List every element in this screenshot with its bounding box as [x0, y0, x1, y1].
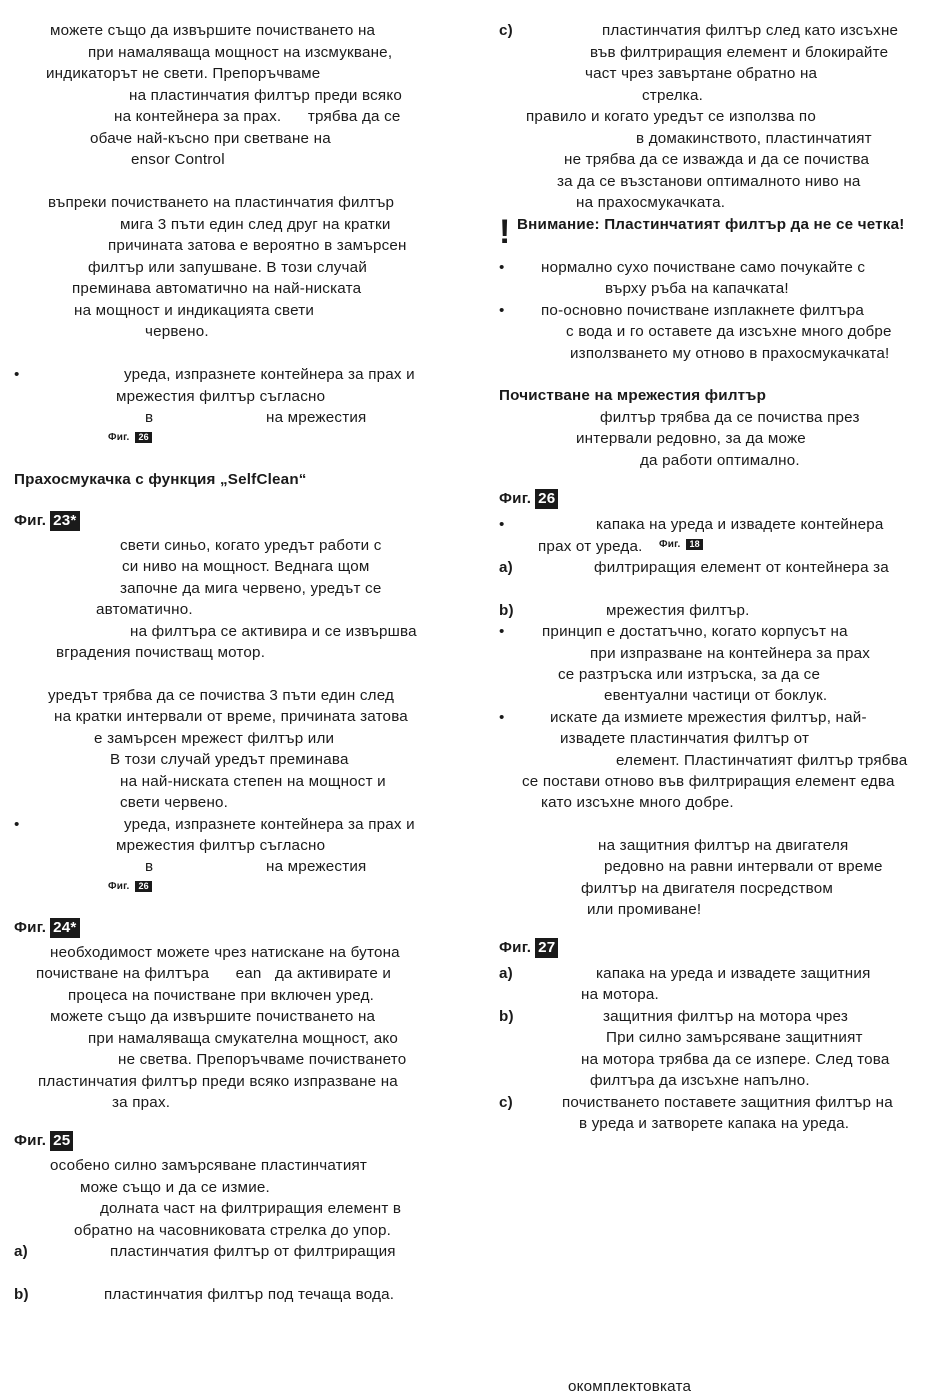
- figure-ref: Фиг. 23*: [14, 511, 80, 531]
- text-line: при намаляваща мощност на изсмукване,: [88, 44, 393, 61]
- text-line: при изпразване на контейнера за прах: [590, 645, 871, 662]
- text-line: почистване на филтъра ean да активирате и: [36, 965, 392, 982]
- text-line: редовно на равни интервали от време: [604, 858, 883, 875]
- text-line: на мрежестия: [266, 858, 367, 875]
- text-line: ensor Control: [131, 151, 225, 168]
- warning-text: Внимание: Пластинчатият филтър да не се четка!: [517, 216, 905, 233]
- text-line: прах от уреда.: [538, 538, 643, 555]
- text-line: интервали редовно, за да може: [576, 430, 806, 447]
- text-line: пластинчатия филтър преди всяко изпразване на: [38, 1073, 398, 1090]
- text-line: обаче най-късно при светване на: [90, 130, 331, 147]
- text-line: почистването поставете защитния филтър на: [562, 1094, 893, 1111]
- text-line: си ниво на мощност. Веднага щом: [122, 558, 370, 575]
- text-line: или промиване!: [587, 901, 702, 918]
- text-line: на кратки интервали от време, причината затова: [54, 708, 408, 725]
- text-line: червено.: [145, 323, 209, 340]
- text-line: филтър трябва да се почиства през: [600, 409, 860, 426]
- text-line: обратно на часовниковата стрелка до упор.: [74, 1222, 392, 1239]
- figure-ref: Фиг. 27: [499, 938, 558, 958]
- text-line: искате да измиете мрежестия филтър, най-: [550, 709, 867, 726]
- text-line: нормално сухо почистване само почукайте с: [541, 259, 866, 276]
- text-line: можете също да извършите почистването на: [50, 22, 376, 39]
- text-line: в уреда и затворете капака на уреда.: [579, 1115, 850, 1132]
- figure-ref: Фиг. 26: [499, 489, 558, 509]
- text-line: автоматично.: [96, 601, 193, 618]
- text-line: върху ръба на капачката!: [605, 280, 789, 297]
- text-line: мрежестия филтър съгласно: [116, 388, 326, 405]
- text-line: филтър или запушване. В този случай: [88, 259, 368, 276]
- text-line: стрелка.: [642, 87, 704, 104]
- text-line: част чрез завъртане обратно на: [585, 65, 818, 82]
- text-line: не трябва да се изважда и да се почиства: [564, 151, 870, 168]
- text-line: на пластинчатия филтър преди всяко: [129, 87, 402, 104]
- warning-icon: !: [499, 213, 511, 251]
- text-line: капака на уреда и извадете защитния: [596, 965, 871, 982]
- text-line: може също и да се измие.: [80, 1179, 270, 1196]
- text-line: При силно замърсяване защитният: [606, 1029, 863, 1046]
- text-line: защитния филтър на мотора чрез: [603, 1008, 849, 1025]
- bullet-icon: •: [499, 516, 505, 533]
- text-line: филтриращия елемент от контейнера за: [594, 559, 889, 576]
- text-line: преминава автоматично на най-ниската: [72, 280, 362, 297]
- text-line: в: [145, 409, 154, 426]
- text-line: особено силно замърсяване пластинчатият: [50, 1157, 368, 1174]
- text-line: се разтръска или изтръска, за да се: [558, 666, 821, 683]
- text-line: не светва. Препоръчваме почистването: [118, 1051, 407, 1068]
- text-line: елемент. Пластинчатият филтър трябва: [616, 752, 908, 769]
- text-line: свети червено.: [120, 794, 229, 811]
- text-line: евентуални частици от боклук.: [604, 687, 828, 704]
- bullet-icon: •: [499, 302, 505, 319]
- text-line: с вода и го оставете да изсъхне много добре: [566, 323, 892, 340]
- text-line: свети синьо, когато уредът работи с: [120, 537, 382, 554]
- text-line: мрежестия филтър съгласно: [116, 837, 326, 854]
- step-marker: c): [499, 1094, 513, 1111]
- text-line: пластинчатия филтър под течаща вода.: [104, 1286, 395, 1303]
- figure-ref-small: Фиг. 26: [108, 432, 152, 444]
- bullet-icon: •: [499, 709, 505, 726]
- section-heading: Прахосмукачка с функция „SelfClean“: [14, 471, 307, 488]
- text-line: е замърсен мрежест филтър или: [94, 730, 335, 747]
- text-line: необходимост можете чрез натискане на бутона: [50, 944, 400, 961]
- text-line: започне да мига червено, уредът се: [120, 580, 382, 597]
- step-marker: b): [499, 602, 514, 619]
- step-marker: c): [499, 22, 513, 39]
- text-line: уреда, изпразнете контейнера за прах и: [124, 366, 415, 383]
- text-line: филтъра да изсъхне напълно.: [590, 1072, 810, 1089]
- text-line: да работи оптимално.: [640, 452, 800, 469]
- bullet-icon: •: [499, 259, 505, 276]
- text-line: уреда, изпразнете контейнера за прах и: [124, 816, 415, 833]
- text-line: капака на уреда и извадете контейнера: [596, 516, 884, 533]
- text-line: мрежестия филтър.: [606, 602, 750, 619]
- figure-ref-small: Фиг. 26: [108, 881, 152, 893]
- text-line: във филтриращия елемент и блокирайте: [590, 44, 889, 61]
- figure-ref: Фиг. 25: [14, 1131, 73, 1151]
- step-marker: b): [14, 1286, 29, 1303]
- text-line: на мощност и индикацията свети: [74, 302, 315, 319]
- text-line: в домакинството, пластинчатият: [636, 130, 872, 147]
- text-line: се постави отново във филтриращия елемент едва: [522, 773, 895, 790]
- text-line: В този случай уредът преминава: [110, 751, 349, 768]
- figure-ref: Фиг. 24*: [14, 918, 80, 938]
- text-line: въпреки почистването на пластинчатия филтър: [48, 194, 395, 211]
- text-line: на контейнера за прах. трябва да се: [114, 108, 401, 125]
- text-line: на филтъра се активира и се извършва: [130, 623, 417, 640]
- text-line: на защитния филтър на двигателя: [598, 837, 849, 854]
- text-line: индикаторът не свети. Препоръчваме: [46, 65, 321, 82]
- figure-ref-small: Фиг. 18: [659, 539, 703, 551]
- text-line: процеса на почистване при включен уред.: [68, 987, 375, 1004]
- text-line: за прах.: [112, 1094, 171, 1111]
- bullet-icon: •: [14, 816, 20, 833]
- text-line: извадете пластинчатия филтър от: [560, 730, 810, 747]
- text-line: на мотора.: [581, 986, 659, 1003]
- text-line: на мотора трябва да се изпере. След това: [581, 1051, 890, 1068]
- text-line: долната част на филтриращия елемент в: [100, 1200, 402, 1217]
- text-line: мига 3 пъти един след друг на кратки: [120, 216, 391, 233]
- text-line: принцип е достатъчно, когато корпусът на: [542, 623, 848, 640]
- text-line: уредът трябва да се почиства 3 пъти един след: [48, 687, 395, 704]
- text-line: за да се възстанови оптималното ниво на: [557, 173, 861, 190]
- step-marker: b): [499, 1008, 514, 1025]
- bullet-icon: •: [499, 623, 505, 640]
- text-line: при намаляваща смукателна мощност, ако: [88, 1030, 399, 1047]
- section-heading: Почистване на мрежестия филтър: [499, 387, 767, 404]
- text-line: вградения почистващ мотор.: [56, 644, 266, 661]
- text-line: като изсъхне много добре.: [541, 794, 734, 811]
- text-line: можете също да извършите почистването на: [50, 1008, 376, 1025]
- bullet-icon: •: [14, 366, 20, 383]
- step-marker: a): [499, 559, 513, 576]
- text-line: пластинчатия филтър след като изсъхне: [602, 22, 899, 39]
- text-line: на прахосмукачката.: [576, 194, 726, 211]
- footer-text: окомплектовката: [568, 1378, 692, 1395]
- text-line: причината затова е вероятно в замърсен: [108, 237, 407, 254]
- text-line: по-основно почистване изплакнете филтъра: [541, 302, 864, 319]
- text-line: на най-ниската степен на мощност и: [120, 773, 386, 790]
- text-line: на мрежестия: [266, 409, 367, 426]
- text-line: правило и когато уредът се използва по: [526, 108, 816, 125]
- step-marker: a): [499, 965, 513, 982]
- step-marker: a): [14, 1243, 28, 1260]
- text-line: използването му отново в прахосмукачката!: [570, 345, 890, 362]
- text-line: пластинчатия филтър от филтриращия: [110, 1243, 396, 1260]
- text-line: в: [145, 858, 154, 875]
- text-line: филтър на двигателя посредством: [581, 880, 833, 897]
